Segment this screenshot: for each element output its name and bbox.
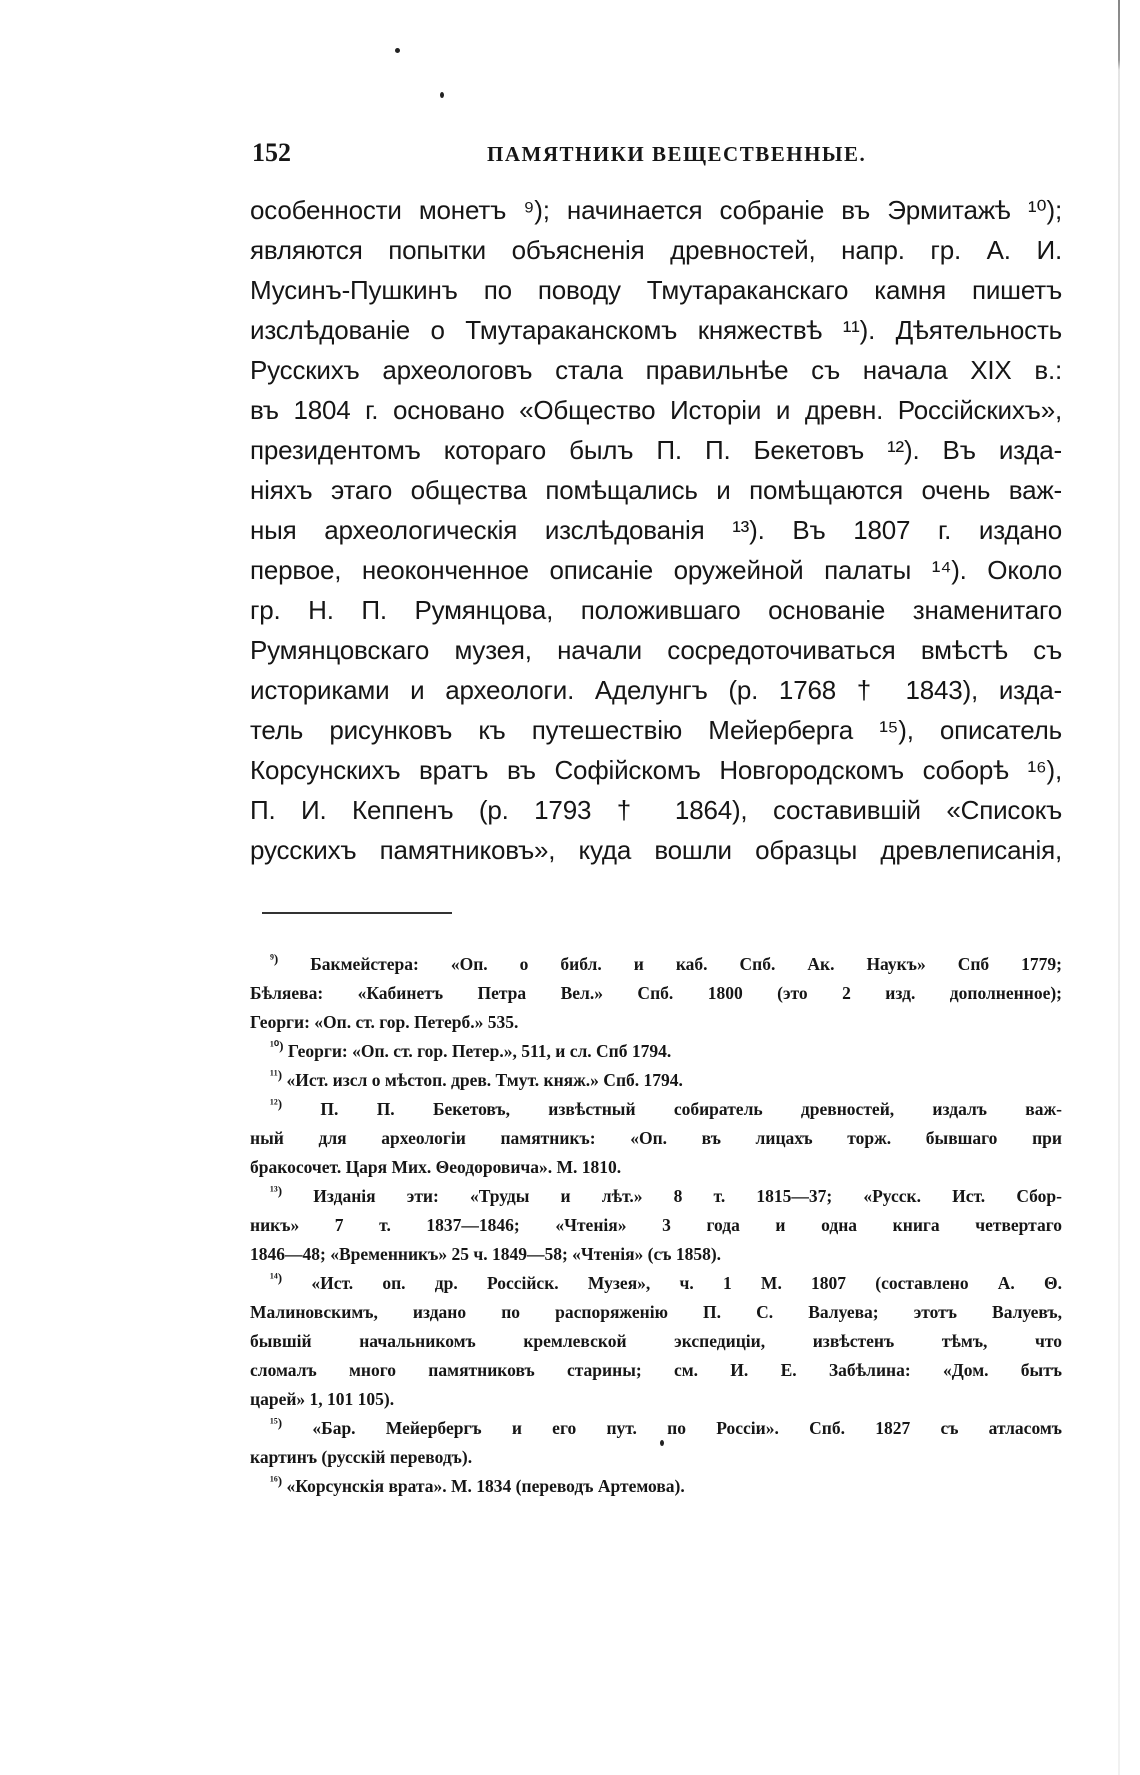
footnote-text: Бакмейстера: «Оп. о библ. и каб. Спб. Ак. Наукъ» Спб 1779; xyxy=(310,954,1062,974)
footnote-line xyxy=(250,1037,1062,1066)
footnote-divider xyxy=(262,912,452,914)
footnote-text: Изданія эти: «Труды и лѣт.» 8 т. 1815—37; «Русск. Ист. Сбор- xyxy=(313,1186,1062,1206)
text-line: Мусинъ-Пушкинъ по поводу Тмутараканскаго камня пишетъ xyxy=(250,275,1062,305)
footnote-text: «Ист. изсл о мѣстоп. древ. Тмут. княж.» Спб. 1794. xyxy=(286,1070,683,1090)
text-line: П. И. Кеппенъ (р. 1793 † 1864), составившій «Списокъ xyxy=(250,795,1062,825)
text-line: въ 1804 г. основано «Общество Исторіи и древн. Россійскихъ», xyxy=(250,395,1062,425)
footnote-line: Георги: «Оп. ст. гор. Петерб.» 535. xyxy=(250,1012,519,1032)
footnote-line: картинъ (русскій переводъ). xyxy=(250,1447,473,1467)
footnote-line: Малиновскимъ, издано по распоряженію П. С. Валуева; этотъ Валуевъ, xyxy=(250,1302,1062,1322)
text-line: Румянцовскаго музея, начали сосредоточиваться вмѣстѣ съ xyxy=(250,635,1062,665)
footnote-marker: ¹⁰) xyxy=(270,1038,284,1054)
text-line: президентомъ котораго былъ П. П. Бекетовъ ¹²). Въ изда- xyxy=(250,435,1062,465)
footnote-text: «Корсунскія врата». М. 1834 (переводъ Артемова). xyxy=(286,1476,685,1496)
footnote-marker: ¹⁴) xyxy=(270,1270,283,1286)
footnote-line xyxy=(250,1472,1062,1501)
text-line: Корсунскихъ вратъ въ Софійскомъ Новгородскомъ соборѣ ¹⁶), xyxy=(250,755,1062,785)
scan-edge-line xyxy=(1118,0,1120,1775)
footnote-line xyxy=(250,1095,1062,1124)
text-line: историками и археологи. Аделунгъ (р. 1768 † 1843), изда- xyxy=(250,675,1062,705)
footnote-text: Георги: «Оп. ст. гор. Петер.», 511, и сл. Спб 1794. xyxy=(287,1041,672,1061)
ink-speck xyxy=(395,48,400,53)
footnote-line xyxy=(250,950,1062,979)
footnote-line: ный для археологіи памятникъ: «Оп. въ лицахъ торж. бывшаго при xyxy=(250,1128,1062,1148)
footnote-line xyxy=(250,1182,1062,1211)
footnote-line: никъ» 7 т. 1837—1846; «Чтенія» 3 года и одна книга четвертаго xyxy=(250,1215,1062,1235)
footnote-marker: ⁹) xyxy=(270,951,279,967)
text-line: тель рисунковъ къ путешествію Мейерберга ¹⁵), описатель xyxy=(250,715,1062,745)
footnote-marker: ¹²) xyxy=(270,1096,283,1112)
footnote-line: Бѣляева: «Кабинетъ Петра Вел.» Спб. 1800 (это 2 изд. дополненное); xyxy=(250,983,1062,1003)
text-line: особенности монетъ ⁹); начинается собраніе въ Эрмитажѣ ¹⁰); xyxy=(250,195,1062,225)
footnote-line: сломалъ много памятниковъ старины; см. И. Е. Забѣлина: «Дом. бытъ xyxy=(250,1360,1062,1380)
text-line: первое, неоконченное описаніе оружейной палаты ¹⁴). Около xyxy=(250,555,1062,585)
footnote-line: бракосочет. Царя Мих. Θеодоровича». М. 1810. xyxy=(250,1157,622,1177)
footnote-text: «Ист. оп. др. Россійск. Музея», ч. 1 М. 1807 (составлено А. Θ. xyxy=(311,1273,1062,1293)
footnote-line xyxy=(250,1269,1062,1298)
footnote-line: бывшій начальникомъ кремлевской экспедиціи, извѣстенъ тѣмъ, что xyxy=(250,1331,1062,1351)
page-header xyxy=(252,138,912,168)
footnote-marker: ¹⁶) xyxy=(270,1473,283,1489)
text-line: Русскихъ археологовъ стала правильнѣе съ начала XIX в.: xyxy=(250,355,1062,385)
text-line: изслѣдованіе о Тмутараканскомъ княжествѣ ¹¹). Дѣятельность xyxy=(250,315,1062,345)
footnote-text: «Бар. Мейербергъ и его пут. по Россіи». Спб. 1827 съ атласомъ xyxy=(312,1418,1062,1438)
running-title: ПАМЯТНИКИ ВЕЩЕСТВЕННЫЕ. xyxy=(487,142,867,166)
footnote-marker: ¹³) xyxy=(270,1183,283,1199)
text-line: являются попытки объясненія древностей, напр. гр. А. И. xyxy=(250,235,1062,265)
footnote-marker: ¹⁵) xyxy=(270,1415,283,1431)
footnotes xyxy=(250,950,1062,1501)
text-line: ніяхъ этаго общества помѣщались и помѣщаются очень важ- xyxy=(250,475,1062,505)
main-text xyxy=(250,190,1062,870)
text-line: гр. Н. П. Румянцова, положившаго основаніе знаменитаго xyxy=(250,595,1062,625)
footnote-line xyxy=(250,1066,1062,1095)
footnote-line: царей» 1, 101 105). xyxy=(250,1389,395,1409)
text-line: русскихъ памятниковъ», куда вошли образцы древлеписанія, xyxy=(250,835,1062,865)
footnote-line: 1846—48; «Временникъ» 25 ч. 1849—58; «Чтенія» (съ 1858). xyxy=(250,1244,722,1264)
footnote-line xyxy=(250,1414,1062,1443)
ink-speck xyxy=(440,92,444,98)
page-number: 152 xyxy=(252,138,291,167)
text-line: ныя археологическія изслѣдованія ¹³). Въ 1807 г. издано xyxy=(250,515,1062,545)
footnote-text: П. П. Бекетовъ, извѣстный собиратель древностей, издалъ важ- xyxy=(320,1099,1062,1119)
footnote-marker: ¹¹) xyxy=(270,1067,283,1083)
